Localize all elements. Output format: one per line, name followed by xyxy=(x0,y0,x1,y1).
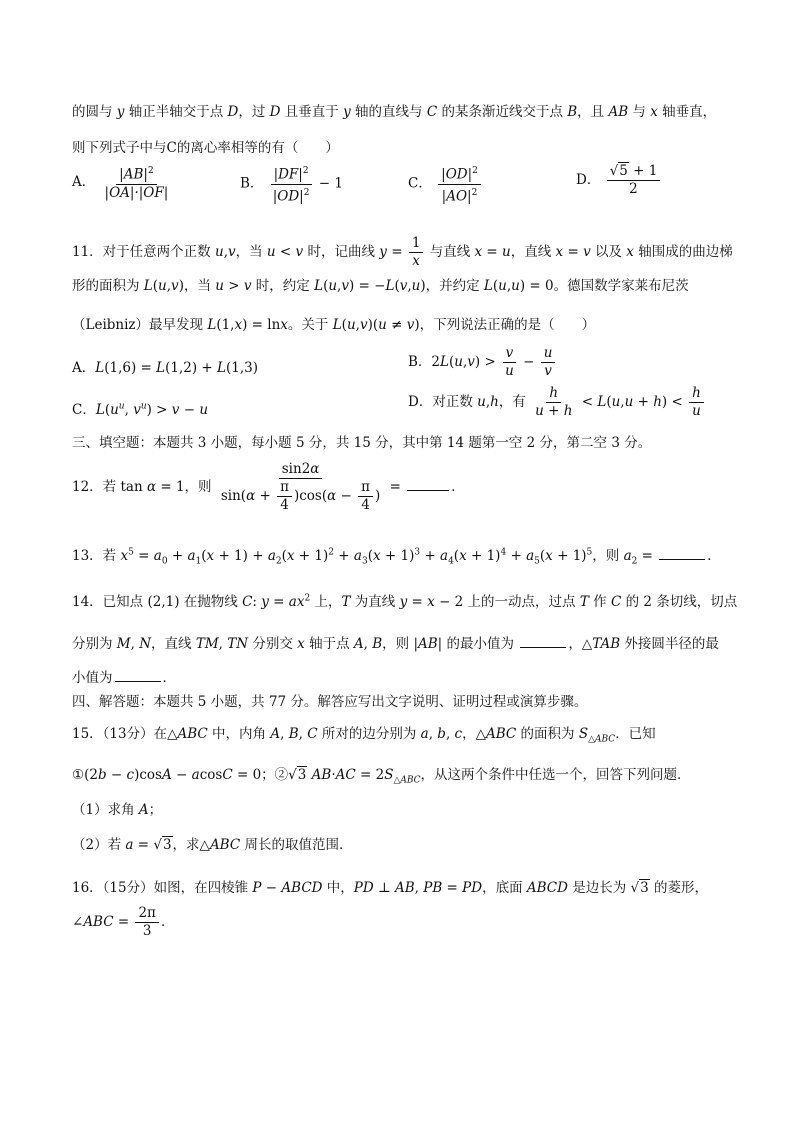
section-3-heading: 三、填空题：本题共 3 小题，每小题 5 分，共 15 分，其中第 14 题第一空 2 分，第二空 3 分。 xyxy=(72,435,652,451)
q15-part1: （1）求角 A； xyxy=(72,802,163,818)
q11-option-d: D．对正数 u,h，有 $\frac{h}{u + h}$ < L(u,u + h) < $\frac{h}{u}$ xyxy=(408,386,706,419)
q14-line3: 小值为 ． xyxy=(72,670,176,686)
q11-option-b: B．2L(u,v) > $\frac{v}{u}$ − $\frac{u}{v}$ xyxy=(408,346,557,379)
q11-option-c: C．$L(u^u$, $v^u) > v - u$ xyxy=(72,401,209,418)
q16-line2: ∠ABC = $\frac{2\pi}{3}$ ． xyxy=(72,905,175,939)
q10-option-c: C． $\frac{|OD|^2}{|AO|^2}$ xyxy=(408,164,483,204)
q10-line2: 则下列式子中与C的离心率相等的有（ ） xyxy=(72,140,339,156)
q13: 13．若 $x^5 = a_0 + a_1(x + 1) + a_2(x + 1)^2 + a_3(x + 1)^3 + a_4(x + 1)^4 + a_5(x + 1)^5$，则 $a_2$ = ． xyxy=(72,547,721,567)
q10-line1: 的圆与 y 轴正半轴交于点 D，过 D 且垂直于 y 轴的直线与 C 的某条渐近线交于点 B，且 AB 与 x 轴垂直， xyxy=(72,104,717,120)
q15-line1: 15．（13分）在△ABC 中，内角 A, B, C 所对的边分别为 a, b, c，△ABC 的面积为 $S_{\triangle ABC}$．已知 xyxy=(72,726,656,745)
q12: 12．若 tan α = 1，则 sin2α sin(α + $\frac{\pi}{4}$ )cos(α − $\frac{\pi}{4}$ ) = ． xyxy=(72,461,465,513)
q10-option-a: A． $\frac{|AB|^2}{|OA|\cdot|OF|}$ xyxy=(72,166,169,201)
q14-line1: 14．已知点 (2,1) 在抛物线 C: $y = ax^2$ 上，T 为直线 y = x − 2 上的一动点，过点 T 作 C 的 2 条切线，切点 xyxy=(72,593,738,610)
q16-line1: 16．（15分）如图，在四棱锥 P − ABCD 中，PD ⊥ AB, PB = PD，底面 ABCD 是边长为 √3 的菱形， xyxy=(72,880,709,896)
q11-line3: （Leibniz）最早发现 L(1,x) = lnx。关于 L(u,v)(u ≠ v)，下列说法正确的是（ ） xyxy=(72,317,596,333)
q15-part2: （2）若 a = √3，求△ABC 周长的取值范围． xyxy=(72,837,353,853)
q11-line2: 形的面积为 L(u,v)，当 u > v 时，约定 L(u,v) = −L(v,u)，并约定 L(u,u) = 0。德国数学家莱布尼茨 xyxy=(72,278,689,294)
q11-option-a: A．L(1,6) = L(1,2) + L(1,3) xyxy=(72,360,258,376)
section-4-heading: 四、解答题：本题共 5 小题，共 77 分。解答应写出文字说明、证明过程或演算步骤。 xyxy=(72,694,588,710)
q10-option-b: B． $\frac{|DF|^2}{|OD|^2}$ − 1 xyxy=(240,166,343,204)
q15-line2: ①(2b − c)cosA − acosC = 0；②√3 $AB\cdot AC = 2S_{\triangle ABC}$，从这两个条件中任选一个，回答下列问题． xyxy=(72,767,691,786)
q11-line1: 11．对于任意两个正数 u,v，当 u < v 时，记曲线 y = $\frac{1}{x}$ 与直线 x = u，直线 x = v 以及 x 轴围成的曲边梯 xyxy=(72,235,733,269)
q10-option-d: D． $\frac{√5 + 1}{2}$ xyxy=(576,164,662,197)
q14-line2: 分别为 M, N，直线 TM, TN 分别交 x 轴于点 A, B，则 |AB| 的最小值为 ，△TAB 外接圆半径的最 xyxy=(72,636,719,652)
